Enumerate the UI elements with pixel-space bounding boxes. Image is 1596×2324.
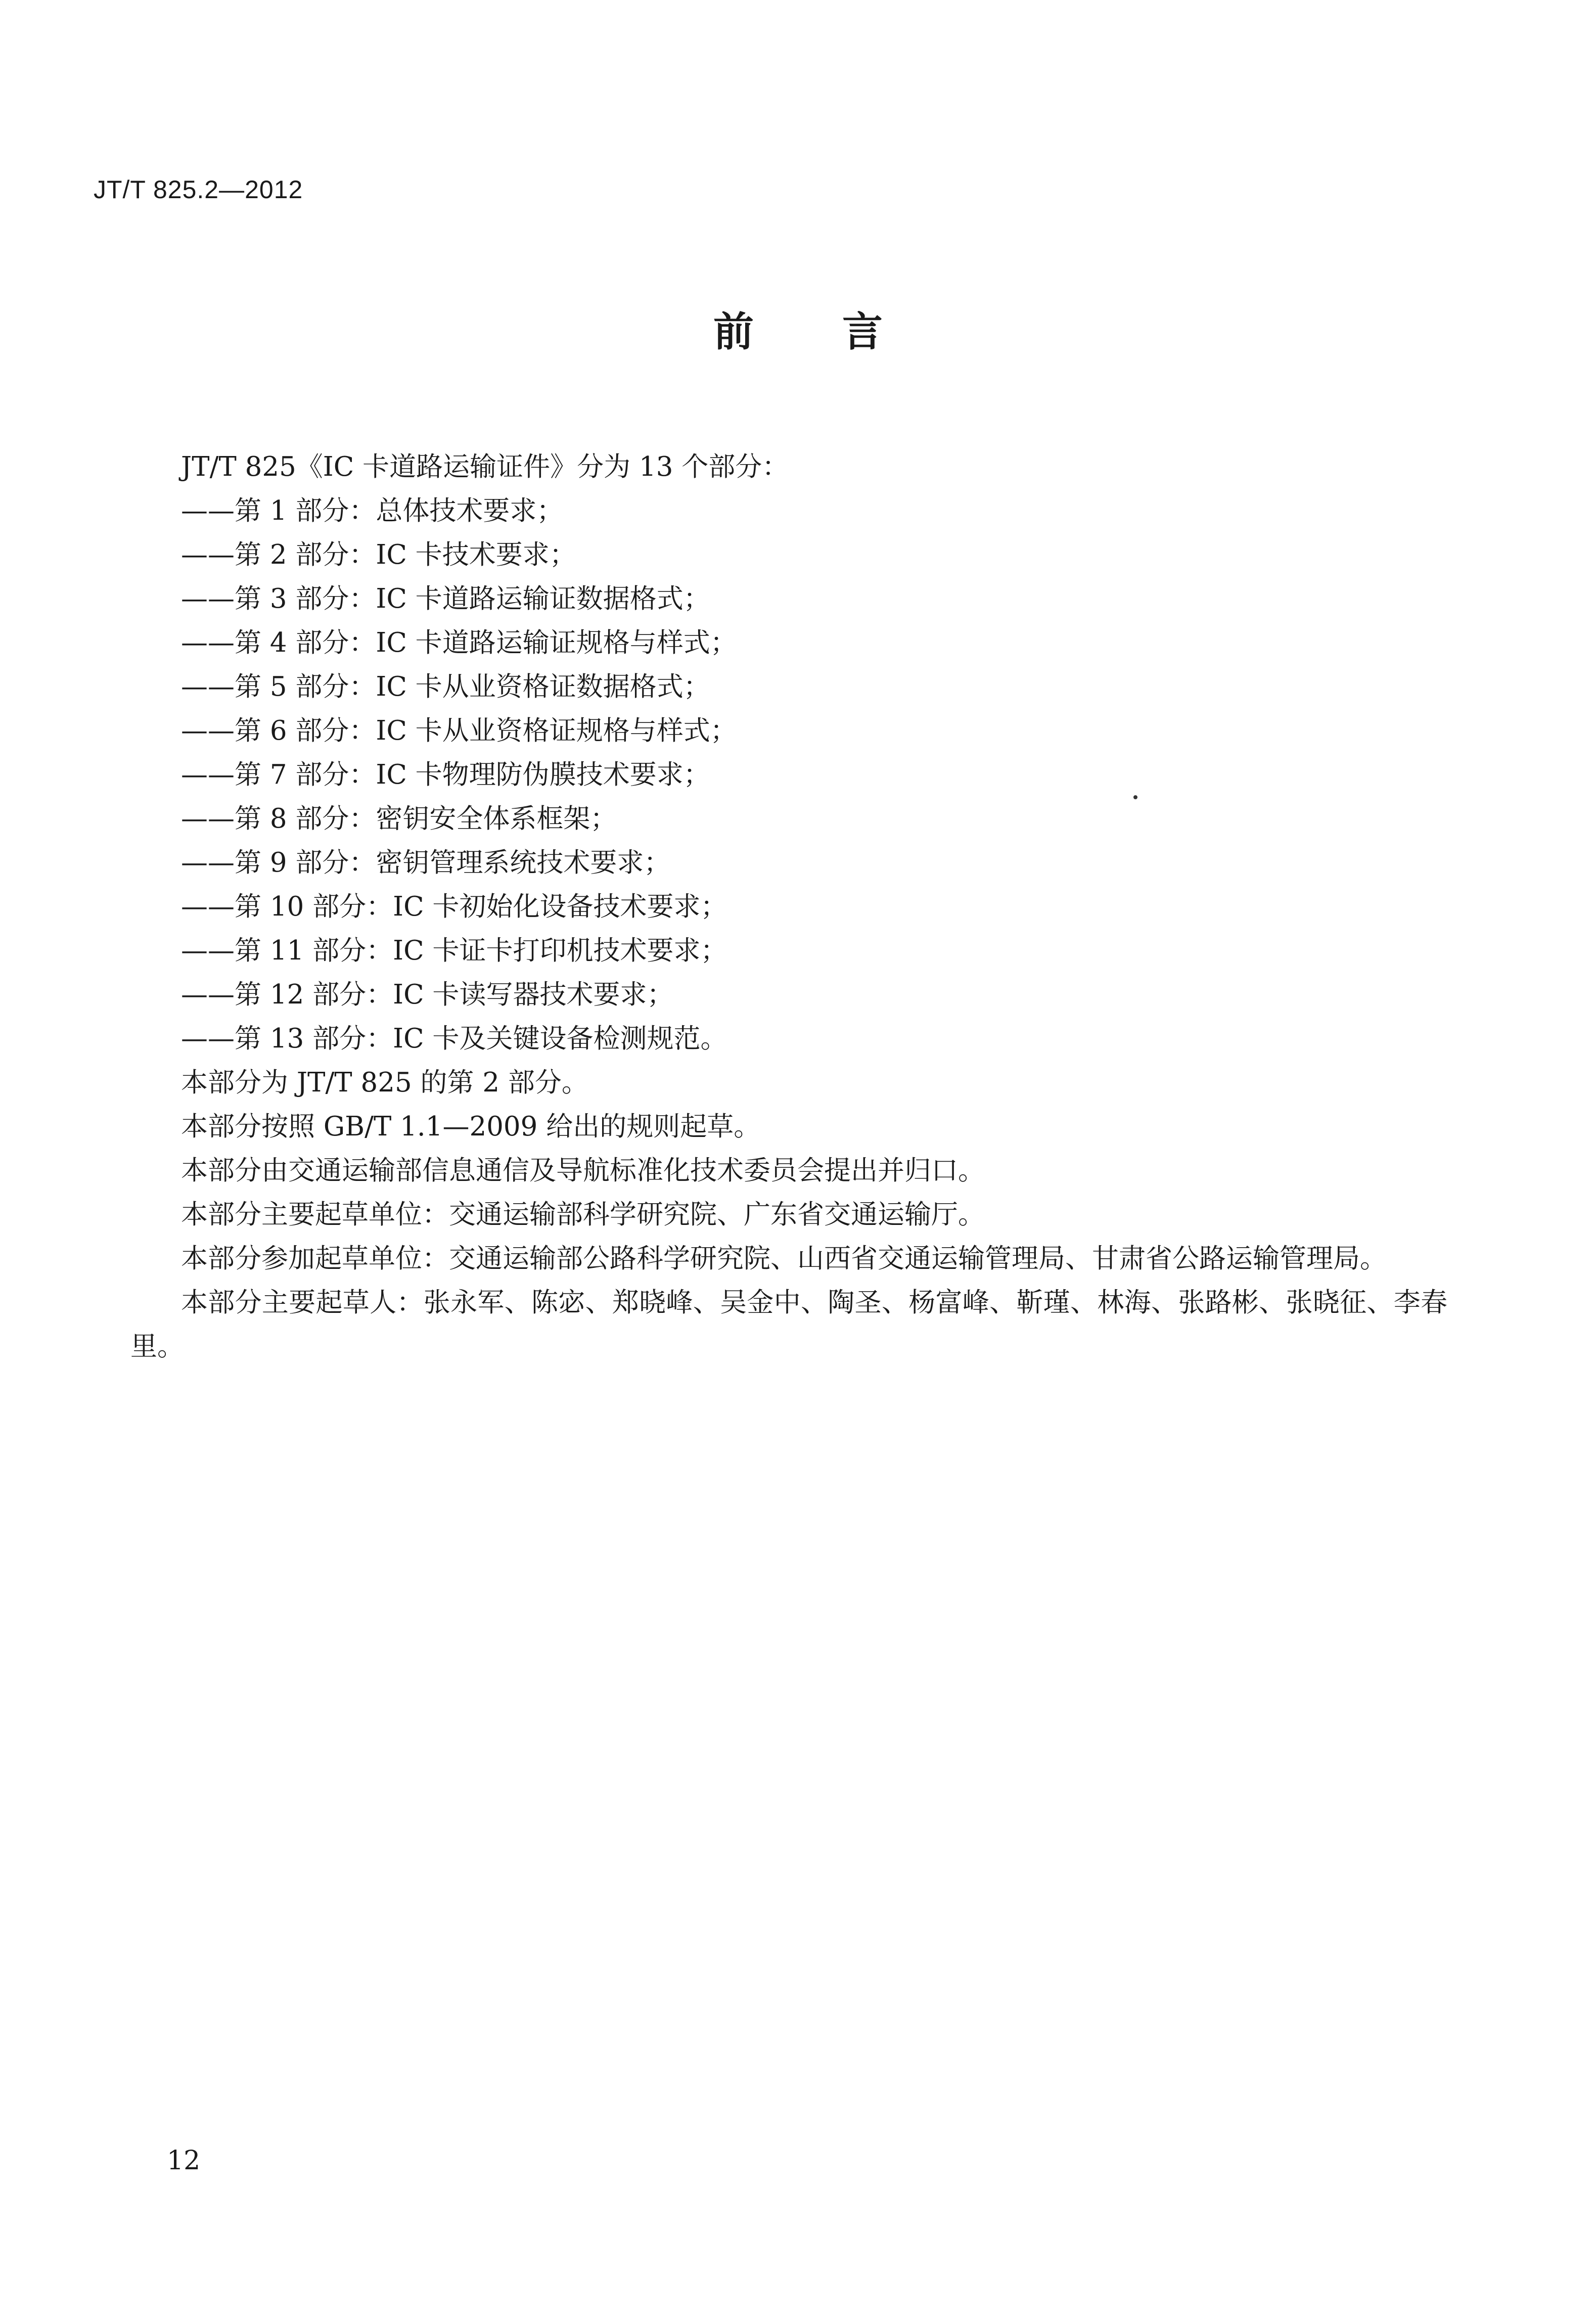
- part-list-item: ——第 9 部分：密钥管理系统技术要求；: [181, 847, 671, 878]
- paragraph-main-drafters: 本部分主要起草人：张永军、陈宓、郑晓峰、吴金中、陶圣、杨富峰、靳瑾、林海、张路彬、张晓征、李春里。: [130, 1287, 1447, 1362]
- part-list-item: ——第 7 部分：IC 卡物理防伪膜技术要求；: [181, 759, 710, 790]
- page-number: 12: [167, 2146, 201, 2176]
- part-list-item: ——第 8 部分：密钥安全体系框架；: [181, 803, 617, 834]
- paragraph-part-statement: 本部分为 JT/T 825 的第 2 部分。: [181, 1067, 588, 1098]
- part-list-item: ——第 13 部分：IC 卡及关键设备检测规范。: [181, 1023, 727, 1054]
- part-list-item: ——第 12 部分：IC 卡读写器技术要求；: [181, 979, 674, 1010]
- document-code: JT/T 825.2—2012: [94, 175, 303, 204]
- paragraph-main-drafting-units: 本部分主要起草单位：交通运输部科学研究院、广东省交通运输厅。: [181, 1199, 985, 1230]
- paragraph-participating-units: 本部分参加起草单位：交通运输部公路科学研究院、山西省交通运输管理局、甘肃省公路运输管理局。: [181, 1243, 1387, 1274]
- part-list-item: ——第 1 部分：总体技术要求；: [181, 495, 564, 526]
- part-list-item: ——第 10 部分：IC 卡初始化设备技术要求；: [181, 891, 727, 922]
- part-list-item: ——第 2 部分：IC 卡技术要求；: [181, 539, 576, 570]
- foreword-body: [130, 445, 1447, 1369]
- part-list-item: ——第 6 部分：IC 卡从业资格证规格与样式；: [181, 715, 737, 746]
- scan-speck: [1133, 795, 1137, 799]
- intro-line: JT/T 825《IC 卡道路运输证件》分为 13 个部分：: [181, 451, 789, 482]
- part-list-item: ——第 4 部分：IC 卡道路运输证规格与样式；: [181, 627, 737, 658]
- part-list-item: ——第 5 部分：IC 卡从业资格证数据格式；: [181, 671, 710, 702]
- part-list-item: ——第 3 部分：IC 卡道路运输证数据格式；: [181, 583, 710, 614]
- paragraph-drafting-rules: 本部分按照 GB/T 1.1—2009 给出的规则起草。: [181, 1111, 761, 1142]
- page-title: 前言: [713, 308, 971, 355]
- part-list-item: ——第 11 部分：IC 卡证卡打印机技术要求；: [181, 935, 727, 966]
- paragraph-proposer: 本部分由交通运输部信息通信及导航标准化技术委员会提出并归口。: [181, 1155, 985, 1186]
